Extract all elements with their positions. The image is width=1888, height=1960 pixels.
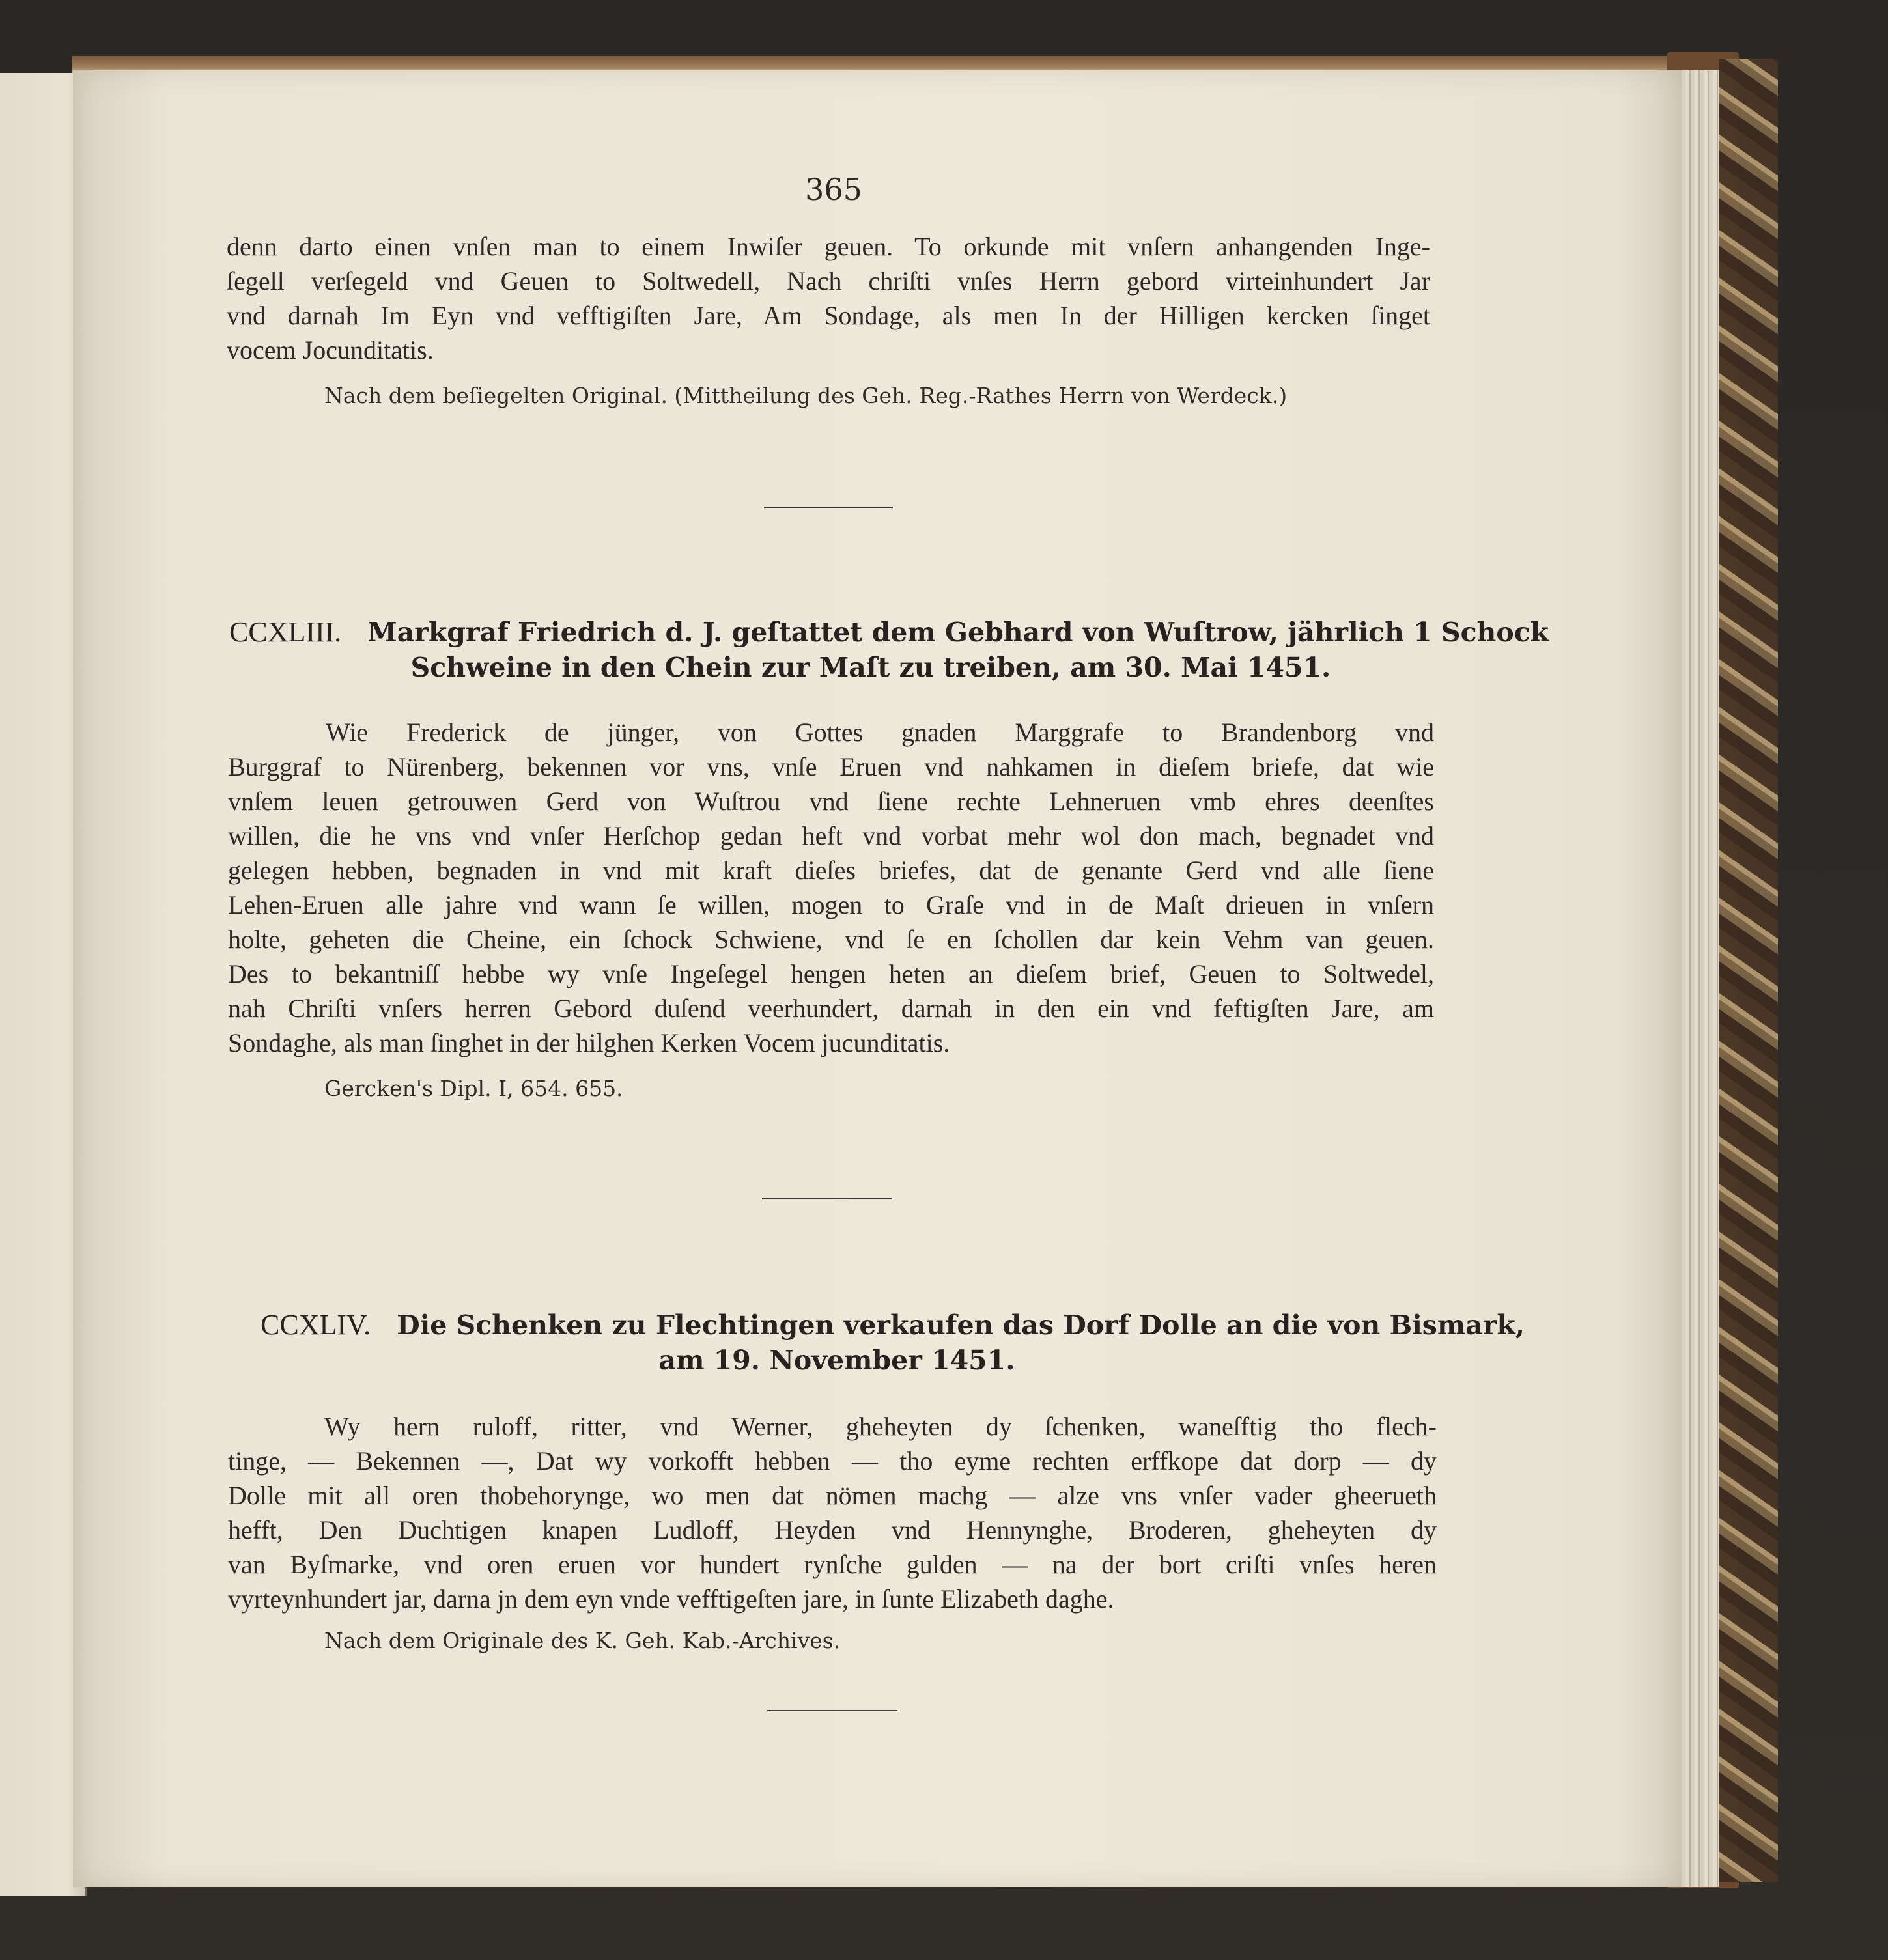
text-line: hefft, Den Duchtigen knapen Ludloff, Heyden vnd Hennynghe, Broderen, gheheyten dy <box>228 1515 1437 1545</box>
document-243-body <box>228 715 1434 1060</box>
text-line: van Byſmarke, vnd oren eruen vor hundert rynſche gulden — na der bort criſti vnſes heren <box>228 1550 1437 1579</box>
text-line: tinge, — Bekennen —, Dat wy vorkofft hebben — tho eyme rechten erffkope dat dorp — dy <box>228 1446 1437 1476</box>
text-line: vyrteynhundert jar, darna jn dem eyn vnde vefftigeſten jare, in ſunte Elizabeth daghe. <box>228 1584 1114 1614</box>
text-line: holte, geheten die Cheine, ein ſchock Schwiene, vnd ſe en ſchollen dar kein Vehm van geuen. <box>228 925 1434 954</box>
text-line: vocem Jocunditatis. <box>227 335 434 365</box>
document-244-title-line2: am 19. November 1451. <box>658 1345 1015 1376</box>
text-line: gelegen hebben, begnaden in vnd mit kraft dieſes briefes, dat de genante Gerd vnd alle ſiene <box>228 856 1434 885</box>
text-line: Sondaghe, als man ſinghet in der hilghen Kerken Vocem jucunditatis. <box>228 1028 950 1057</box>
page-number: 365 <box>805 172 862 207</box>
text-line: nah Chriſti vnſers herren Gebord duſend veerhundert, darnah in den ein vnd feftigſten Jare, am <box>228 994 1434 1023</box>
text-line: Dolle mit all oren thobehorynge, wo men dat nömen machg — alze vns vnſer vader gheerueth <box>228 1481 1437 1510</box>
text-line: willen, die he vns vnd vnſer Herſchop gedan heft vnd vorbat mehr wol don mach, begnadet vnd <box>228 821 1434 850</box>
text-line: Wy hern ruloff, ritter, vnd Werner, gheheyten dy ſchenken, waneſftig tho flech- <box>324 1412 1437 1441</box>
document-243-title-line2: Schweine in den Chein zur Maſt zu treiben, am 30. Mai 1451. <box>410 652 1331 683</box>
document-243-source: Gercken's Dipl. I, 654. 655. <box>324 1076 623 1101</box>
section-divider <box>762 1198 892 1199</box>
text-line: denn darto einen vnſen man to einem Inwiſer geuen. To orkunde mit vnſern anhangenden Inge- <box>227 232 1430 261</box>
document-243-number: CCXLIII. <box>229 616 342 648</box>
document-244-number: CCXLIV. <box>261 1309 371 1341</box>
text-line: vnſem leuen getrouwen Gerd von Wuſtrou vnd ſiene rechte Lehneruen vmb ehres deenſtes <box>228 787 1434 816</box>
document-244-body <box>228 1409 1437 1616</box>
marbled-cover-edge <box>1719 59 1778 1882</box>
previous-document-source: Nach dem beſiegelten Original. (Mittheilung des Geh. Reg.-Rathes Herrn von Werdeck.) <box>324 383 1288 408</box>
document-244-source: Nach dem Originale des K. Geh. Kab.-Archives. <box>324 1628 841 1653</box>
text-line: Wie Frederick de jünger, von Gottes gnaden Marggrafe to Brandenborg vnd <box>326 718 1434 747</box>
text-line: Des to bekantniſſ hebbe wy vnſe Ingeſegel hengen heten an dieſem brief, Geuen to Soltwedel, <box>228 959 1434 988</box>
text-line: vnd darnah Im Eyn vnd vefftigiſten Jare, Am Sondage, als men In der Hilligen kercken ſinget <box>227 301 1430 330</box>
text-line: Lehen-Eruen alle jahre vnd wann ſe willen, mogen to Graſe vnd in de Maſt drieuen in vnſern <box>228 890 1434 919</box>
document-244-heading <box>261 1308 1525 1378</box>
section-divider <box>764 507 893 508</box>
text-line: ſegell verſegeld vnd Geuen to Soltwedell, Nach chriſti vnſes Herrn gebord virteinhundert Jar <box>227 266 1430 296</box>
document-243-heading <box>229 615 1549 685</box>
previous-document-continuation <box>227 229 1430 367</box>
text-line: Burggraf to Nürenberg, bekennen vor vns, vnſe Eruen vnd nahkamen in dieſem briefe, dat wie <box>228 752 1434 781</box>
section-divider <box>767 1710 897 1711</box>
document-244-title-line1: Die Schenken zu Flechtingen verkaufen das Dorf Dolle an die von Bismark, <box>397 1309 1525 1341</box>
document-243-title-line1: Markgraf Friedrich d. J. geſtattet dem Gebhard von Wuſtrow, jährlich 1 Schock <box>367 617 1549 648</box>
